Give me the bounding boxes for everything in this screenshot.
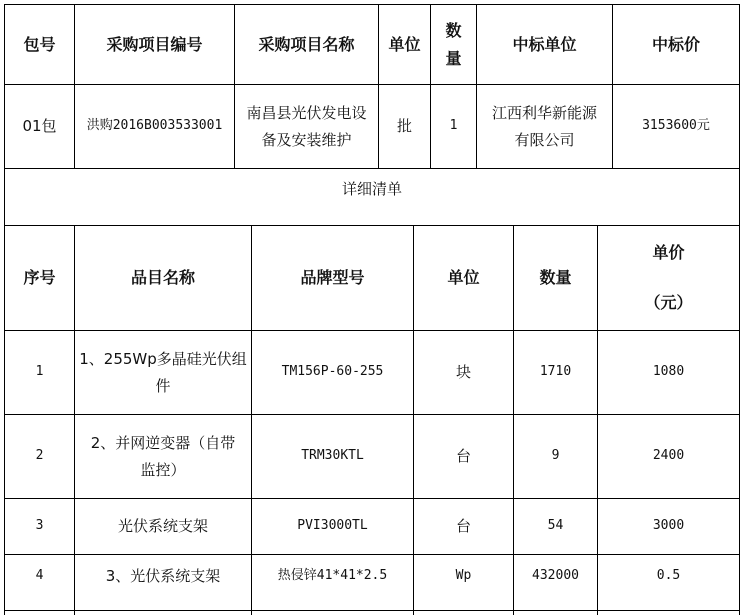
award-unit: 批 xyxy=(396,117,412,136)
detail-row-item-name-line1: 1、255Wp多晶硅光伏组 xyxy=(79,350,247,369)
award-project-no: 洪购2016B003533001 xyxy=(86,118,223,134)
detail-row-unit: Wp xyxy=(455,567,472,583)
detail-row-item-name-line2: 件 xyxy=(155,376,171,395)
detail-row-price: 2400 xyxy=(652,448,685,464)
award-quantity: 1 xyxy=(449,118,458,134)
header-brand-model: 品牌型号 xyxy=(300,268,365,287)
header-quantity-line2: 量 xyxy=(445,48,462,68)
award-project-name-line1: 南昌县光伏发电设 xyxy=(246,104,367,123)
detail-row-model: 热侵锌41*41*2.5 xyxy=(277,567,388,583)
detail-row-unit: 台 xyxy=(455,517,471,536)
detail-row-item-name xyxy=(75,415,251,498)
header-unit-price-line2: （元） xyxy=(644,293,693,312)
award-package-no: 01包 xyxy=(22,117,57,136)
rule xyxy=(4,610,740,611)
award-project-name xyxy=(235,85,378,168)
detail-row-seq: 3 xyxy=(35,518,44,534)
header-detail-unit: 单位 xyxy=(447,268,480,287)
detail-row-item-name-line1: 2、并网逆变器（自带 xyxy=(90,434,236,453)
header-seq: 序号 xyxy=(23,268,56,287)
detail-row-model: TM156P-60-255 xyxy=(281,364,384,380)
rule xyxy=(739,4,740,615)
award-price: 3153600元 xyxy=(642,118,710,134)
detail-row-seq: 4 xyxy=(35,567,44,583)
detail-row-item-name xyxy=(75,331,251,414)
detail-row-item-name-line2: 监控） xyxy=(140,460,186,479)
header-unit-price-line1: 单价 xyxy=(652,243,685,263)
detail-row-model: PVI3000TL xyxy=(297,518,368,534)
award-winner xyxy=(477,85,612,168)
detail-row-qty: 54 xyxy=(547,518,564,534)
detail-row-qty: 9 xyxy=(551,448,560,464)
detail-row-unit: 块 xyxy=(455,363,471,382)
detail-row-seq: 1 xyxy=(35,364,44,380)
detail-list-title: 详细清单 xyxy=(341,179,402,198)
detail-row-unit: 台 xyxy=(455,447,471,466)
header-quantity xyxy=(431,5,476,84)
detail-row-item-name: 3、光伏系统支架 xyxy=(105,566,221,585)
detail-row-price: 3000 xyxy=(652,518,685,534)
header-quantity-line1: 数 xyxy=(445,20,462,40)
detail-row-price: 0.5 xyxy=(656,567,681,583)
header-unit: 单位 xyxy=(388,34,421,54)
award-project-name-line2: 备及安装维护 xyxy=(261,130,352,149)
detail-row-item-name: 光伏系统支架 xyxy=(117,517,208,536)
award-winner-line1: 江西利华新能源 xyxy=(491,104,597,123)
header-project-name: 采购项目名称 xyxy=(258,34,355,54)
header-unit-price xyxy=(598,226,739,330)
detail-row-model: TRM30KTL xyxy=(301,448,364,464)
header-winner: 中标单位 xyxy=(512,34,577,54)
award-winner-line2: 有限公司 xyxy=(514,130,575,149)
detail-row-qty: 432000 xyxy=(532,567,579,583)
detail-row-qty: 1710 xyxy=(539,364,572,380)
header-price: 中标价 xyxy=(651,34,700,54)
header-project-no: 采购项目编号 xyxy=(106,34,203,54)
header-package-no: 包号 xyxy=(23,34,56,54)
detail-row-price: 1080 xyxy=(652,364,685,380)
detail-row-seq: 2 xyxy=(35,448,44,464)
header-item-name: 品目名称 xyxy=(130,268,195,287)
header-detail-qty: 数量 xyxy=(539,268,572,287)
